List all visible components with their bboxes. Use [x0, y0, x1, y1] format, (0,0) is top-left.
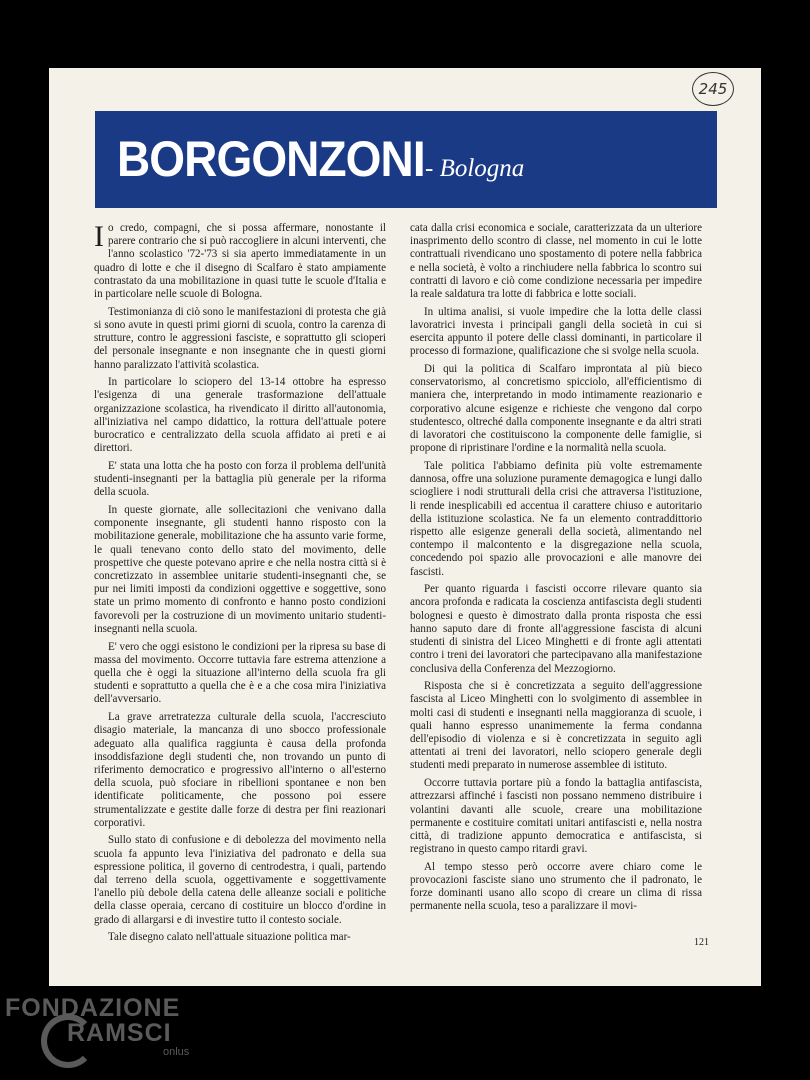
paragraph-text: o credo, compagni, che si possa affermare, nonostante il parere contrario che si può raccogliere in alcuni interventi, che l'anno scolastico '72-'73 si sia aperto immediatamente in un quadro di lotte e che il disegno di Scalfaro è stato ampiamente contrastato da una mobilitazione in quasi tutte le scuole d'Italia e in particolare nelle scuole di Bologna.: [94, 222, 386, 301]
paragraph-text: Di qui la politica di Scalfaro improntata al più bieco conservatorismo, al concretismo spicciolo, all'efficientismo di maniera che, interpretando in modo intimamente reazionario e corporativo alcune esigenze e richieste che vengono dal corpo studentesco, oltreché dalla componente insegnante e da altri strati di lavoratori che costituiscono la componente delle famiglie, si propone di ripristinare l'ordine e la normalità nella scuola.: [410, 363, 702, 455]
paragraph-text: Testimonianza di ciò sono le manifestazioni di protesta che già si sono avute in questi primi giorni di scuola, contro la carenza di strutture, contro le aggressioni fasciste, e soprattutto gli scioperi del personale insegnante e non insegnante che in questi giorni hanno paralizzato l'attività scolastica.: [94, 305, 386, 371]
paragraph-text: In ultima analisi, si vuole impedire che la lotta delle classi lavoratrici investa i principali gangli della società in cui si esercita appunto il potere delle classi dominanti, in particolare il processo di formazione, qualificazione che si svolge nella scuola.: [410, 305, 702, 358]
fondazione-gramsci-logo: [5, 994, 190, 1058]
paragraph: [94, 222, 386, 301]
paragraph: [94, 641, 386, 707]
paragraph: [94, 306, 386, 372]
paragraph-text: Tale politica l'abbiamo definita più volte estremamente dannosa, offre una soluzione puramente demagogica e lungi dallo sciogliere i nodi strutturali della crisi che attraversa l'istituzione, li rende inesplicabili ed accentua il carattere chiuso e autoritario della istituzione scolastica. Ne fa un elemento contraddittorio rispetto alle esigenze generali della società, alimentando nel contempo il malcontento e la disgregazione nella scuola, concedendo poi spazio alle provocazioni e alle manovre dei fascisti.: [410, 459, 702, 578]
paragraph-text: Tale disegno calato nell'attuale situazione politica mar-: [108, 931, 351, 944]
paragraph: [94, 376, 386, 455]
paragraph: [410, 222, 702, 301]
page-number: 121: [694, 937, 709, 948]
paragraph: [94, 834, 386, 926]
paragraph-text: Risposta che si è concretizzata a seguito dell'aggressione fascista al Liceo Minghetti con lo svolgimento di assemblee in molti casi di studenti e insegnanti nella maggioranza di scuole, i quali hanno espresso unanimemente la ferma condanna dell'episodio di violenza e si è concretizzata in seguito agli attentati ai treni dei lavoratori, nello sciopero generale degli studenti medi preparato in numerose assemblee di istituto.: [410, 680, 702, 772]
paragraph: [94, 504, 386, 636]
paragraph: [410, 363, 702, 455]
logo-line-1: FONDAZIONE: [5, 994, 181, 1022]
paragraph: [94, 931, 386, 944]
paragraph: [410, 583, 702, 675]
speaker-name: BORGONZONI: [117, 131, 425, 187]
paragraph-text: E' stata una lotta che ha posto con forza il problema dell'unità studenti-insegnanti per la battaglia più generale per la riforma della scuola.: [94, 459, 386, 499]
drop-cap: I: [94, 220, 104, 253]
paragraph: [94, 460, 386, 500]
title-banner: [95, 111, 717, 208]
paragraph-text: In queste giornate, alle sollecitazioni che venivano dalla componente insegnante, gli studenti hanno risposto con la mobilitazione generale, mobilitazione che ha assunto varie forme, le quali tenevano conto dello stato del movimento, delle prospettive che queste potevano aprire e che nella nostra città si è concretizzato in assemblee unitarie studenti-insegnanti che, se pur nei limiti imposti da condizioni oggettive e soggettive, sono state un primo momento di confronto e hanno posto condizioni favorevoli per la costruzione di un movimento unitario studenti-insegnanti nella scuola.: [94, 504, 386, 635]
logo-line-3: onlus: [163, 1046, 190, 1058]
logo-line-2: RAMSCI: [67, 1019, 172, 1047]
paragraph: [410, 306, 702, 359]
paragraph-text: In particolare lo sciopero del 13-14 ottobre ha espresso l'esigenza di una generale trasformazione dell'attuale organizzazione scolastica, ha rivendicato il diritto all'autonomia, all'iniziativa nel campo didattico, la rottura dell'attuale potere burocratico e centralizzato della scuola affidato ai preti e ai direttori.: [94, 376, 386, 455]
paragraph-text: Occorre tuttavia portare più a fondo la battaglia antifascista, attrezzarsi affinché i fascisti non possano nemmeno distribuire i volantini davanti alle scuole, creare una mobilitazione permanente e costituire comitati unitari antifascisti e, nella nostra città, di tradizione appunto democratica e antifascista, si registrano in questo campo ritardi gravi.: [410, 777, 702, 856]
paragraph-text: Per quanto riguarda i fascisti occorre rilevare quanto sia ancora profonda e radicata la coscienza antifascista degli studenti bolognesi e questo è dimostrato dalla pronta risposta che essi hanno saputo dare di fronte all'aggressione fascista di alcuni studenti di sinistra del Liceo Minghetti e di fronte agli attentati contro i treni dei lavoratori che partecipavano alla manifestazione conclusiva della Conferenza del Mezzogiorno.: [410, 583, 702, 675]
left-column: [94, 222, 386, 949]
right-column: [410, 222, 702, 918]
speaker-city: - Bologna: [425, 155, 525, 182]
paragraph: [410, 777, 702, 856]
paragraph: [410, 680, 702, 772]
paragraph-text: E' vero che oggi esistono le condizioni per la ripresa su base di massa del movimento. Occorre tuttavia fare estrema attenzione a quella che è oggi la situazione all'interno della scuola fra gli studenti e soprattutto a quella che è e a che cosa mira l'iniziativa dell'avversario.: [94, 640, 386, 706]
logo-g-icon: [41, 1014, 95, 1068]
paragraph-text: cata dalla crisi economica e sociale, caratterizzata da un ulteriore inasprimento dello scontro di classe, nel momento in cui le lotte contrattuali rivendicano uno spostamento di potere nella fabbrica e nella società, è volto a rinchiudere nella fabbrica lo scontro sui contratti di lavoro e ciò come condizione necessaria per impedire la reale saldatura tra lotte di fabbrica e lotte sociali.: [410, 222, 702, 301]
paragraph: [410, 861, 702, 914]
paragraph-text: La grave arretratezza culturale della scuola, l'accresciuto disagio materiale, la mancanza di uno sbocco professionale adeguato alla qualifica raggiunta è causa della profonda insoddisfazione degli studenti che, non trovando un punto di riferimento democratico e progressivo all'interno o all'esterno della scuola, può sfociare in ribellioni spontanee e non ben identificate politicamente, che possono poi essere strumentalizzate e gestite dalle forze di destra per fini reazionari corporativi.: [94, 711, 386, 829]
paragraph: [94, 711, 386, 830]
paragraph: [410, 460, 702, 579]
folio-number-circle: 245: [692, 72, 734, 106]
paragraph-text: Sullo stato di confusione e di debolezza del movimento nella scuola fa appunto leva l'iniziativa del padronato e della sua espressione politica, il governo di centrodestra, i quali, partendo dal terreno della scuola, oggettivamente e soggettivamente l'anello più debole della catena delle alleanze sociali e politiche della classe operaia, cercano di costituire un blocco d'ordine in grado di allargarsi e di investire tutto il contesto sociale.: [94, 834, 386, 926]
paragraph-text: Al tempo stesso però occorre avere chiaro come le provocazioni fasciste siano uno strumento che il padronato, le forze dominanti usano allo scopo di creare un clima di rissa permanente nella scuola, teso a paralizzare il movi-: [410, 860, 702, 913]
